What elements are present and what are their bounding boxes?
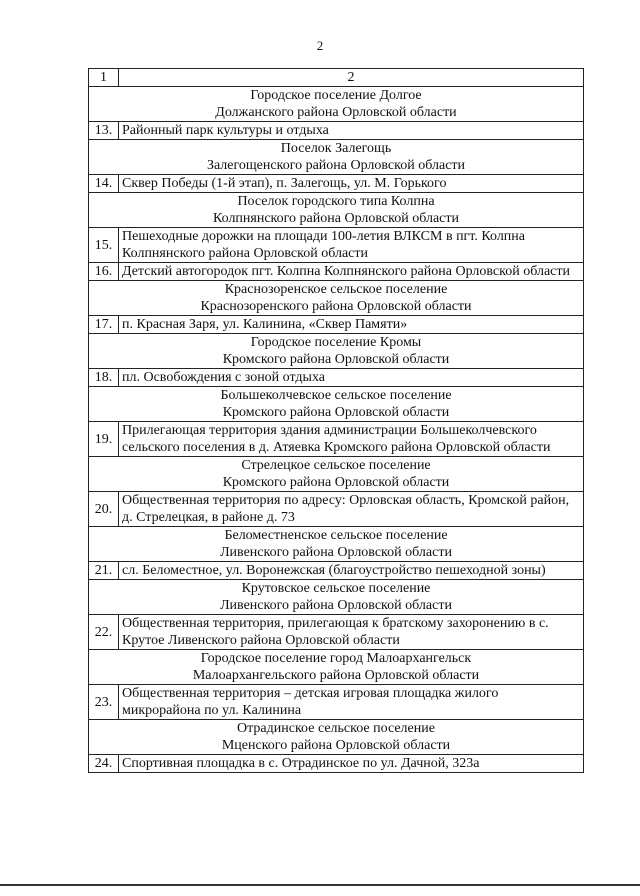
section-heading-line: Стрелецкое сельское поселение <box>241 458 431 473</box>
section-heading-line: Краснозоренское сельское поселение <box>224 282 448 297</box>
item-row <box>89 562 584 580</box>
section-row <box>89 140 584 175</box>
section-heading <box>89 193 584 228</box>
section-row <box>89 87 584 122</box>
header-col-name: 2 <box>119 69 584 87</box>
item-number: 17. <box>89 316 119 334</box>
item-description: пл. Освобождения с зоной отдыха <box>119 369 584 387</box>
section-heading-line: Большеколчевское сельское поселение <box>220 388 452 403</box>
section-row <box>89 720 584 755</box>
section-row <box>89 580 584 615</box>
section-heading-line: Краснозоренского района Орловской области <box>200 299 472 314</box>
item-row <box>89 175 584 193</box>
section-heading <box>89 140 584 175</box>
section-heading-line: Залегощенского района Орловской области <box>206 158 466 173</box>
item-number: 19. <box>89 422 119 457</box>
section-heading-line: Беломестненское сельское поселение <box>224 528 448 543</box>
section-row <box>89 527 584 562</box>
item-description: Общественная территория – детская игровая площадка жилого микрорайона по ул. Калинина <box>119 685 584 720</box>
item-number: 16. <box>89 263 119 281</box>
item-number: 13. <box>89 122 119 140</box>
section-row <box>89 387 584 422</box>
section-heading-line: Должанского района Орловской области <box>215 105 457 120</box>
section-heading <box>89 387 584 422</box>
item-number: 21. <box>89 562 119 580</box>
item-description: сл. Беломестное, ул. Воронежская (благоустройство пешеходной зоны) <box>119 562 584 580</box>
section-heading-line: Малоархангельского района Орловской области <box>192 668 480 683</box>
objects-table <box>88 68 584 773</box>
item-number: 22. <box>89 615 119 650</box>
section-heading-line: Ливенского района Орловской области <box>220 545 452 560</box>
section-heading <box>89 650 584 685</box>
section-heading-line: Городское поселение Кромы <box>250 335 422 350</box>
item-number: 20. <box>89 492 119 527</box>
item-row <box>89 316 584 334</box>
section-row <box>89 457 584 492</box>
table-body <box>89 69 584 773</box>
section-heading <box>89 720 584 755</box>
item-description: Сквер Победы (1-й этап), п. Залегощь, ул. М. Горького <box>119 175 584 193</box>
item-row <box>89 228 584 263</box>
section-heading-line: Поселок Залегощь <box>280 141 392 156</box>
section-heading <box>89 580 584 615</box>
section-heading-line: Кромского района Орловской области <box>222 352 450 367</box>
item-number: 15. <box>89 228 119 263</box>
item-description: Районный парк культуры и отдыха <box>119 122 584 140</box>
section-heading-line: Кромского района Орловской области <box>222 405 450 420</box>
item-row <box>89 369 584 387</box>
item-row <box>89 615 584 650</box>
section-heading-line: Кромского района Орловской области <box>222 475 450 490</box>
section-heading <box>89 334 584 369</box>
section-heading <box>89 87 584 122</box>
section-row <box>89 281 584 316</box>
section-heading-line: Ливенского района Орловской области <box>220 598 452 613</box>
section-heading <box>89 527 584 562</box>
item-row <box>89 422 584 457</box>
page-number: 2 <box>316 38 324 53</box>
header-col-number: 1 <box>89 69 119 87</box>
item-description: Детский автогородок пгт. Колпна Колпнянского района Орловской области <box>119 263 584 281</box>
section-heading-line: Отрадинское сельское поселение <box>237 721 435 736</box>
section-heading-line: Городское поселение город Малоархангельск <box>200 651 472 666</box>
section-heading-line: Мценского района Орловской области <box>221 738 451 753</box>
item-description: Спортивная площадка в с. Отрадинское по ул. Дачной, 323а <box>119 755 584 773</box>
section-row <box>89 334 584 369</box>
section-heading <box>89 281 584 316</box>
item-description: Общественная территория по адресу: Орловская область, Кромской район, д. Стрелецкая, в районе д. 73 <box>119 492 584 527</box>
item-row <box>89 492 584 527</box>
section-heading-line: Крутовское сельское поселение <box>241 581 431 596</box>
section-heading-line: Городское поселение Долгое <box>250 88 422 103</box>
item-row <box>89 263 584 281</box>
item-number: 23. <box>89 685 119 720</box>
item-description: Прилегающая территория здания администрации Большеколчевского сельского поселения в д. Атяевка Кромского района Орловской области <box>119 422 584 457</box>
item-row <box>89 122 584 140</box>
item-number: 24. <box>89 755 119 773</box>
item-description: п. Красная Заря, ул. Калинина, «Сквер Памяти» <box>119 316 584 334</box>
item-number: 14. <box>89 175 119 193</box>
section-heading-line: Поселок городского типа Колпна <box>237 194 435 209</box>
item-number: 18. <box>89 369 119 387</box>
section-heading-line: Колпнянского района Орловской области <box>212 211 459 226</box>
item-description: Пешеходные дорожки на площади 100-летия ВЛКСМ в пгт. Колпна Колпнянского района Орловской области <box>119 228 584 263</box>
bottom-scan-line <box>0 884 640 886</box>
section-heading <box>89 457 584 492</box>
section-row <box>89 650 584 685</box>
item-row <box>89 755 584 773</box>
item-description: Общественная территория, прилегающая к братскому захоронению в с. Крутое Ливенского района Орловской области <box>119 615 584 650</box>
section-row <box>89 193 584 228</box>
item-row <box>89 685 584 720</box>
table-header-row <box>89 69 584 87</box>
